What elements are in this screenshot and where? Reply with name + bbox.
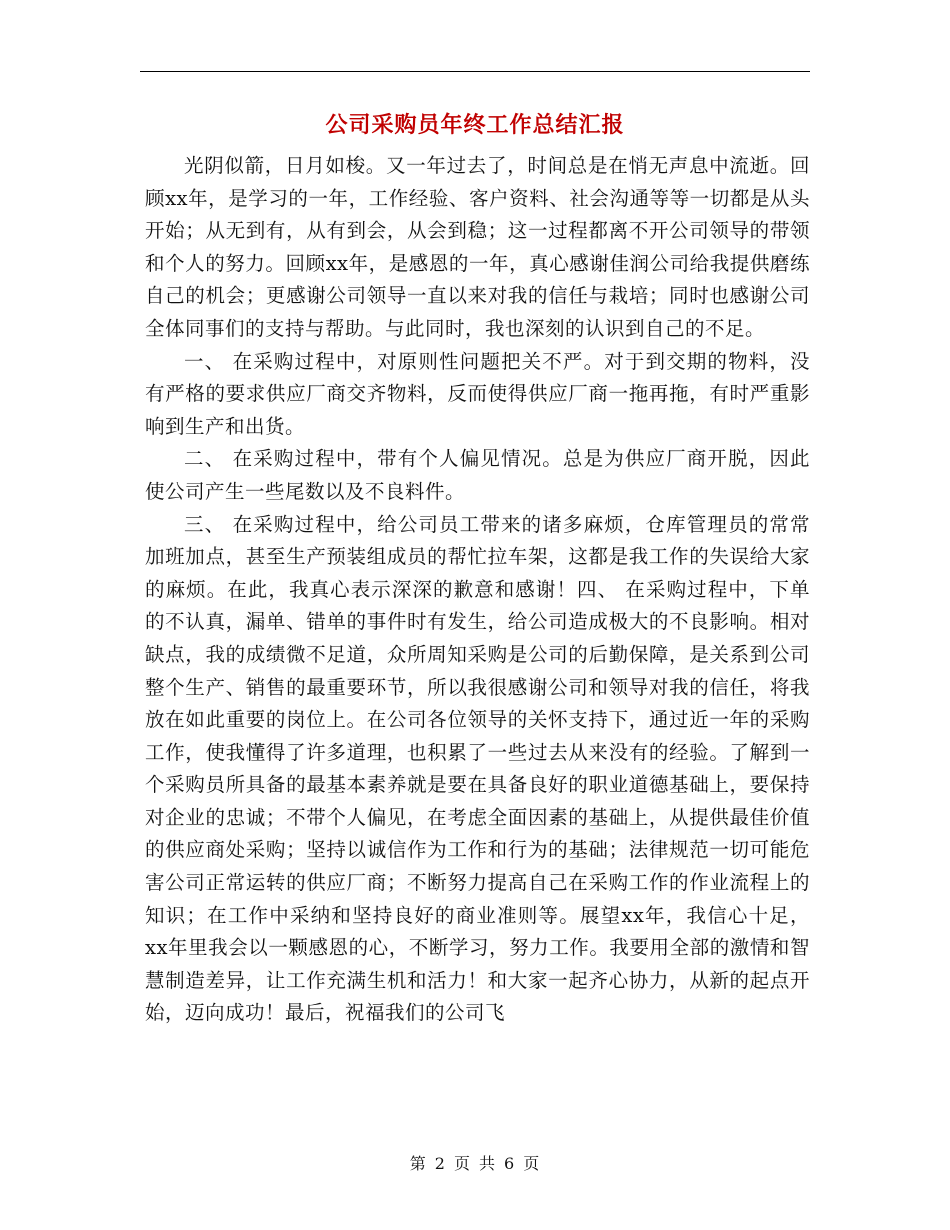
footer-total-pages: 6 — [504, 1154, 516, 1173]
paragraph-point-1: 一、 在采购过程中，对原则性问题把关不严。对于到交期的物料，没有严格的要求供应厂商交齐物料，反而使得供应厂商一拖再拖，有时严重影响到生产和出货。 — [145, 349, 810, 438]
paragraph-intro: 光阴似箭，日月如梭。又一年过去了，时间总是在悄无声息中流逝。回顾xx年，是学习的一年，工作经验、客户资料、社会沟通等等一切都是从头开始；从无到有，从有到会，从会到稳；这一过程都离不开公司领导的带领和个人的努力。回顾xx年，是感恩的一年，真心感谢佳润公司给我提供磨练自己的机会；更感谢公司领导一直以来对我的信任与栽培；同时也感谢公司全体同事们的支持与帮助。与此同时，我也深刻的认识到自己的不足。 — [145, 154, 810, 340]
document-title: 公司采购员年终工作总结汇报 — [325, 112, 625, 138]
footer-page-prefix: 第 — [409, 1154, 427, 1173]
paragraph-point-2: 二、 在采购过程中，带有个人偏见情况。总是为供应厂商开脱，因此使公司产生一些尾数以及不良料件。 — [145, 447, 810, 503]
footer-page-unit: 页 — [453, 1154, 471, 1173]
page-footer — [0, 1152, 950, 1176]
document-body — [145, 150, 810, 1030]
paragraph-point-3: 三、 在采购过程中，给公司员工带来的诸多麻烦，仓库管理员的常常加班加点，甚至生产预装组成员的帮忙拉车架，这都是我工作的失误给大家的麻烦。在此，我真心表示深深的歉意和感谢！四、 在采购过程中，下单的不认真，漏单、错单的事件时有发生，给公司造成极大的不良影响。相对缺点，我的成绩微不足道，众所周知采购是公司的后勤保障，是关系到公司整个生产、销售的最重要环节，所以我很感谢公司和领导对我的信任，将我放在如此重要的岗位上。在公司各位领导的关怀支持下，通过近一年的采购工作，使我懂得了许多道理，也积累了一些过去从来没有的经验。了解到一个采购员所具备的最基本素养就是要在具备良好的职业道德基础上，要保持对企业的忠诚；不带个人偏见，在考虑全面因素的基础上，从提供最佳价值的供应商处采购；坚持以诚信作为工作和行为的基础；法律规范一切可能危害公司正常运转的供应厂商；不断努力提高自己在采购工作的作业流程上的知识；在工作中采纳和坚持良好的商业准则等。展望xx年，我信心十足，xx年里我会以一颗感恩的心，不断学习，努力工作。我要用全部的激情和智慧制造差异，让工作充满生机和活力！和大家一起齐心协力，从新的起点开始，迈向成功！最后，祝福我们的公司飞 — [145, 512, 810, 1025]
header-rule — [140, 71, 810, 72]
footer-total-unit: 页 — [523, 1154, 541, 1173]
footer-total-prefix: 共 — [479, 1154, 497, 1173]
footer-page-number: 2 — [434, 1154, 446, 1173]
